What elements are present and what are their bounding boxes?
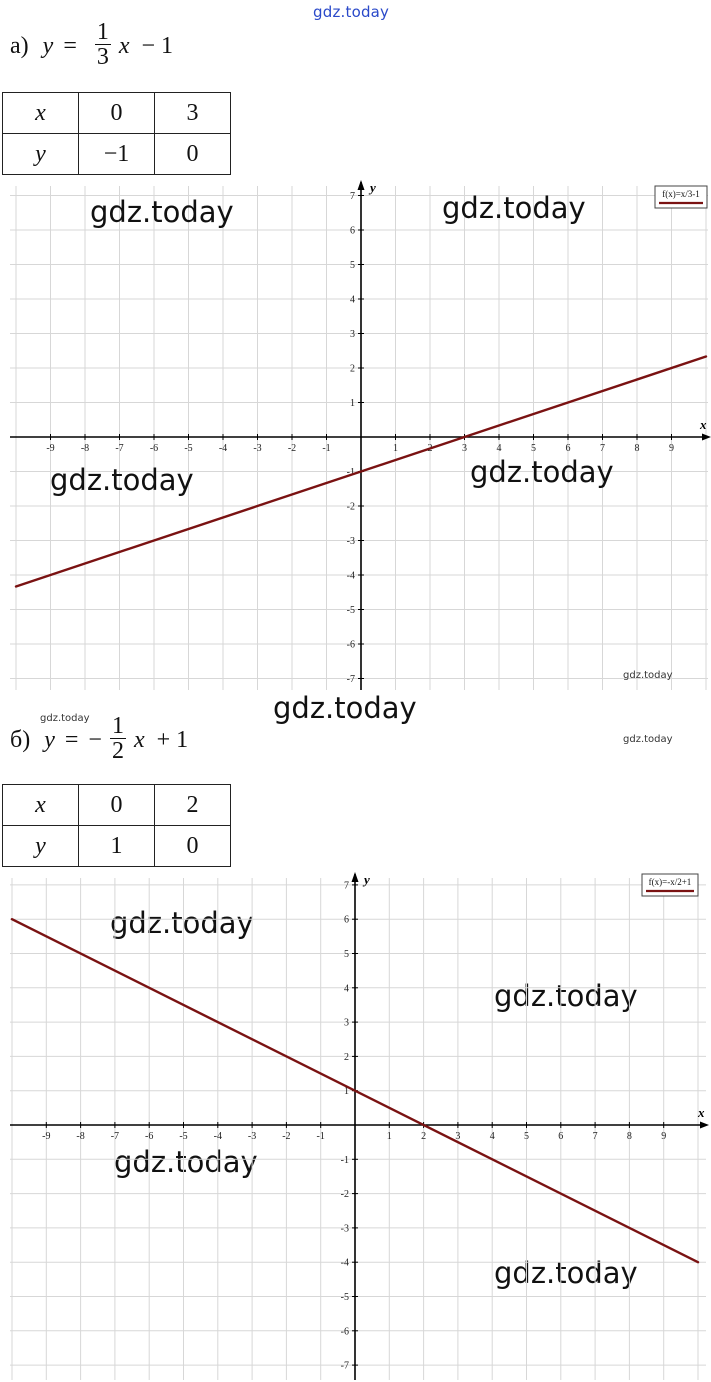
- table-row: [3, 785, 231, 826]
- y-tick-label: -2: [346, 501, 355, 513]
- y-tick-label: 5: [350, 260, 355, 271]
- x-tick-label: 1: [393, 443, 398, 454]
- watermark: gdz.today: [50, 463, 194, 497]
- y-axis-arrow: [352, 872, 359, 882]
- y-tick-label: 3: [344, 1017, 349, 1029]
- table-cell: 2: [155, 785, 231, 826]
- y-axis-arrow: [358, 180, 365, 190]
- watermark: gdz.today: [273, 691, 417, 725]
- y-tick-label: 3: [350, 329, 355, 340]
- equation-b-lhs: y: [44, 727, 55, 753]
- x-tick-label: 2: [421, 1131, 427, 1142]
- watermark: gdz.today: [494, 1256, 638, 1290]
- y-tick-label: 2: [350, 363, 355, 375]
- watermark: gdz.today: [110, 906, 254, 940]
- x-tick-label: -9: [42, 1131, 51, 1142]
- watermark: gdz.today: [623, 670, 673, 681]
- x-tick-label: -6: [145, 1131, 154, 1142]
- table-b-y-header: y: [3, 826, 79, 867]
- x-tick-label: 9: [661, 1131, 667, 1142]
- equation-a-lhs: y: [42, 33, 54, 59]
- equation-b-sign: −: [88, 727, 102, 753]
- x-axis-label: x: [698, 1105, 705, 1120]
- table-b-x-header: x: [3, 785, 79, 826]
- equation-a-equals: =: [63, 33, 77, 59]
- equation-b-var: x: [133, 727, 145, 753]
- y-tick-label: -1: [346, 467, 355, 478]
- x-tick-label: -7: [110, 1131, 120, 1142]
- chart-a: [0, 178, 711, 698]
- legend: [642, 874, 698, 896]
- watermark: gdz.today: [470, 455, 614, 489]
- watermark: gdz.today: [623, 734, 673, 745]
- x-tick-label: -9: [46, 443, 55, 454]
- x-tick-label: 3: [462, 443, 467, 454]
- x-tick-label: 9: [669, 443, 674, 454]
- table-cell: 3: [155, 93, 231, 134]
- part-b-label: б): [10, 727, 31, 753]
- table-cell: 0: [79, 93, 155, 134]
- x-tick-label: -8: [76, 1131, 85, 1142]
- y-tick-label: -4: [340, 1257, 349, 1269]
- legend: [655, 186, 707, 208]
- equation-b-equals: =: [64, 727, 79, 753]
- x-tick-label: -1: [322, 443, 331, 454]
- x-tick-label: 1: [386, 1131, 392, 1142]
- x-tick-label: -8: [80, 443, 90, 454]
- y-tick-label: 7: [350, 191, 355, 202]
- x-tick-label: 7: [600, 443, 605, 454]
- legend-label: f(x)=-x/2+1: [648, 877, 692, 887]
- watermark: gdz.today: [494, 979, 638, 1013]
- table-cell: 0: [155, 826, 231, 867]
- x-tick-label: -1: [316, 1131, 325, 1142]
- table-row: [3, 93, 231, 134]
- x-tick-label: -4: [218, 443, 228, 454]
- y-tick-label: -2: [340, 1189, 349, 1201]
- table-a-y-header: y: [3, 134, 79, 175]
- y-tick-label: -3: [346, 536, 355, 547]
- chart-b: [0, 868, 711, 1382]
- x-tick-label: -6: [149, 443, 159, 454]
- y-tick-label: 2: [344, 1051, 349, 1063]
- x-axis-label: x: [700, 417, 707, 432]
- x-tick-label: -2: [282, 1131, 291, 1142]
- x-axis-arrow: [700, 1122, 709, 1129]
- table-row: [3, 826, 231, 867]
- x-tick-label: 4: [489, 1131, 495, 1142]
- y-tick-label: 1: [344, 1086, 349, 1098]
- x-tick-label: -7: [115, 443, 124, 454]
- equation-b-fraction: [110, 714, 126, 763]
- value-table-a: [2, 92, 231, 175]
- x-tick-label: -5: [184, 443, 193, 454]
- y-tick-label: -4: [346, 570, 355, 582]
- watermark: gdz.today: [442, 191, 586, 225]
- y-tick-label: -1: [340, 1154, 349, 1166]
- equation-a-var: x: [118, 33, 130, 59]
- equation-a-const: − 1: [141, 33, 174, 59]
- x-tick-label: 6: [565, 443, 571, 454]
- y-tick-label: 6: [344, 914, 349, 926]
- watermark: gdz.today: [40, 713, 90, 724]
- table-cell: 1: [79, 826, 155, 867]
- legend-label: f(x)=x/3-1: [662, 189, 700, 199]
- top-watermark: gdz.today: [313, 3, 390, 21]
- y-tick-label: -7: [340, 1360, 349, 1372]
- x-tick-label: 8: [626, 1131, 632, 1142]
- y-tick-label: 6: [350, 225, 355, 237]
- y-tick-label: 5: [344, 949, 349, 960]
- grid: [10, 178, 708, 698]
- x-tick-label: -3: [247, 1131, 257, 1142]
- equation-b: [10, 713, 189, 776]
- table-cell: −1: [79, 134, 155, 175]
- y-axis-label: y: [370, 180, 376, 195]
- y-tick-label: -3: [340, 1223, 349, 1235]
- x-tick-label: 8: [634, 443, 640, 454]
- y-axis-label: y: [364, 872, 370, 887]
- x-tick-label: 5: [524, 1131, 529, 1142]
- watermark: gdz.today: [90, 195, 234, 229]
- equation-b-denominator: 2: [111, 738, 124, 764]
- equation-a-numerator: 1: [96, 19, 109, 45]
- table-row: [3, 134, 231, 175]
- x-tick-label: 2: [427, 443, 433, 454]
- x-tick-label: -2: [287, 443, 297, 454]
- table-cell: 0: [79, 785, 155, 826]
- y-tick-label: 4: [350, 294, 355, 306]
- y-tick-label: -6: [346, 639, 355, 651]
- y-tick-label: 7: [344, 880, 349, 892]
- equation-a-denominator: 3: [96, 44, 109, 70]
- y-tick-label: -7: [346, 674, 355, 685]
- y-tick-label: 4: [344, 983, 349, 995]
- equation-a: [10, 19, 174, 82]
- x-tick-label: 4: [496, 443, 502, 454]
- x-tick-label: -5: [179, 1131, 188, 1142]
- x-tick-label: -3: [253, 443, 262, 454]
- equation-a-fraction: [95, 20, 111, 69]
- y-tick-label: -5: [340, 1292, 349, 1303]
- x-tick-label: -4: [213, 1131, 222, 1142]
- y-tick-label: -6: [340, 1326, 349, 1338]
- x-tick-label: 7: [592, 1131, 598, 1142]
- watermark: gdz.today: [114, 1145, 258, 1179]
- x-tick-label: 3: [455, 1131, 461, 1142]
- x-tick-label: 6: [558, 1131, 564, 1142]
- part-a-label: а): [10, 33, 29, 59]
- equation-b-numerator: 1: [111, 713, 124, 739]
- value-table-b: [2, 784, 231, 867]
- y-tick-label: -5: [346, 605, 355, 616]
- equation-b-const: + 1: [156, 727, 189, 753]
- y-tick-label: 1: [350, 398, 355, 409]
- table-cell: 0: [155, 134, 231, 175]
- x-tick-label: 5: [531, 443, 536, 454]
- table-a-x-header: x: [3, 93, 79, 134]
